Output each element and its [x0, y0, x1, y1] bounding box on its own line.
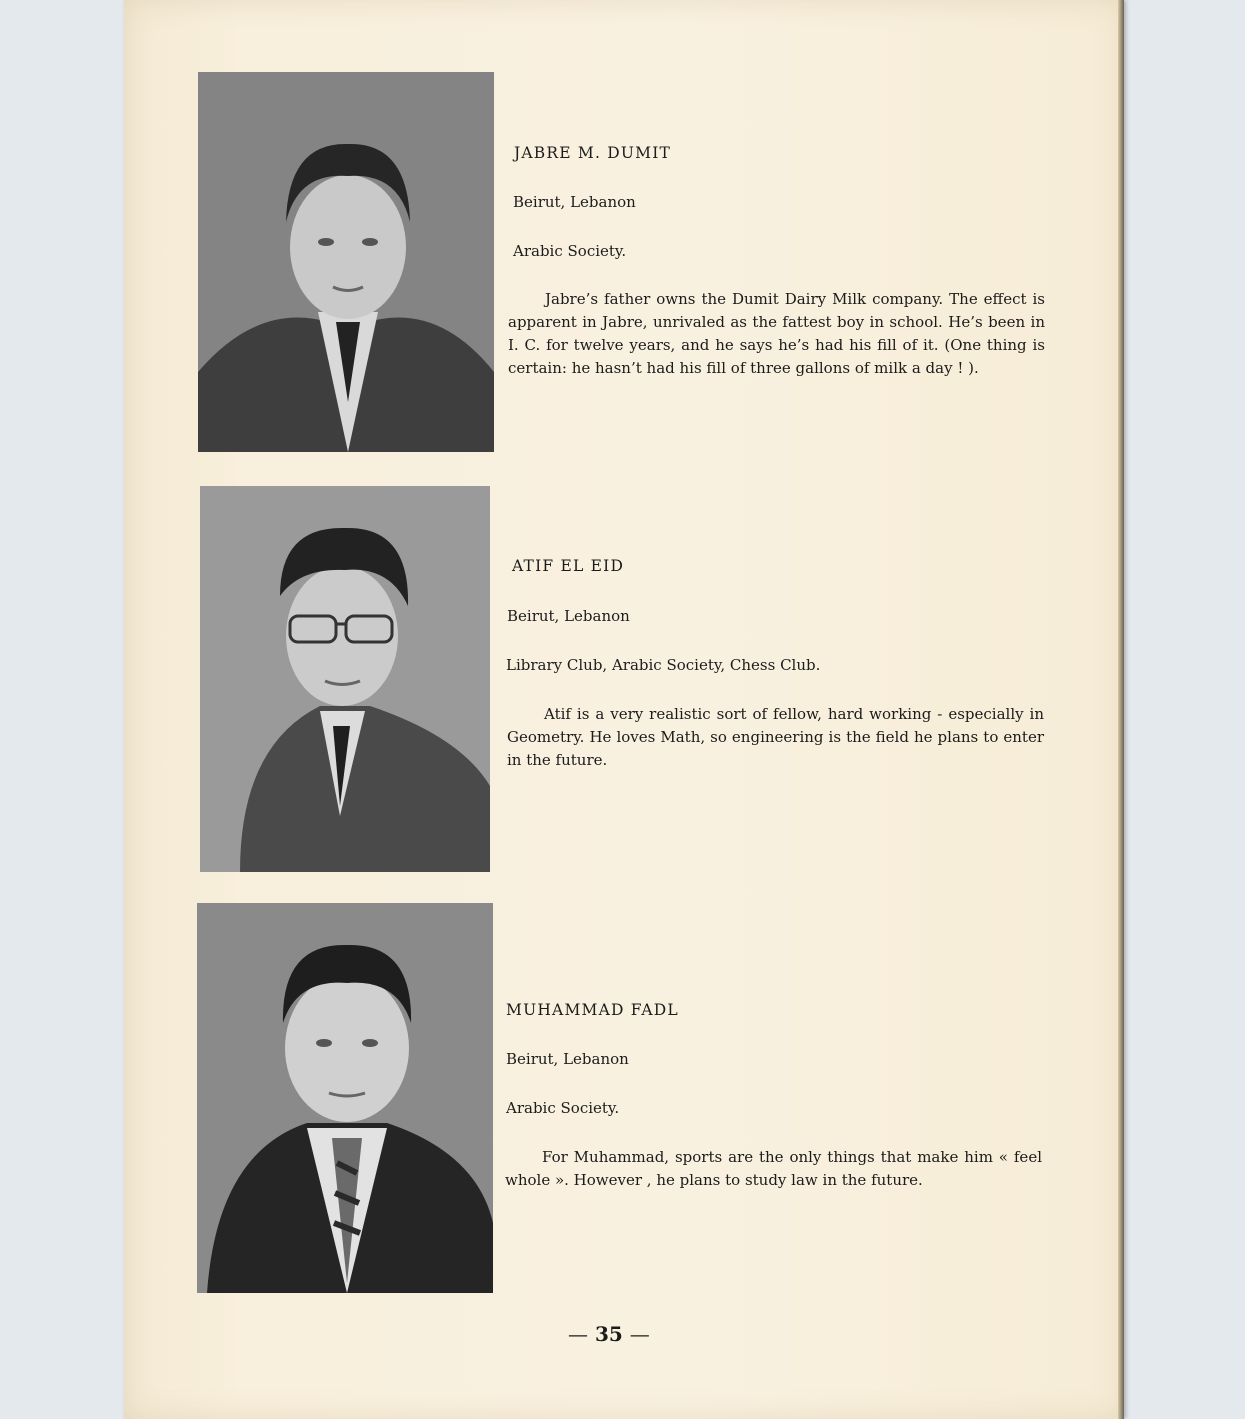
page-number-value: 35 — [594, 1322, 623, 1346]
page-number-dash-right: — — [629, 1322, 650, 1346]
portrait-photo-jabre — [198, 72, 494, 452]
student-location: Beirut, Lebanon — [506, 1050, 629, 1068]
page-number — [568, 1322, 650, 1346]
student-bio: For Muhammad, sports are the only things that make him « feel whole ». However , he plans to study law in the future. — [505, 1148, 1042, 1189]
student-name: MUHAMMAD FADL — [506, 1001, 679, 1019]
student-activities: Arabic Society. — [506, 1099, 620, 1117]
student-location: Beirut, Lebanon — [507, 607, 630, 625]
student-name: JABRE M. DUMIT — [514, 144, 672, 162]
portrait-photo-atif — [200, 486, 490, 872]
yearbook-page — [124, 0, 1124, 1419]
student-name: ATIF EL EID — [512, 557, 625, 575]
student-location: Beirut, Lebanon — [513, 193, 636, 211]
page-number-dash-left: — — [568, 1322, 588, 1346]
student-activities: Arabic Society. — [513, 242, 627, 260]
student-bio: Atif is a very realistic sort of fellow, hard working - especially in Geometry. He loves Math, so engineering is the field he plans to enter in the future. — [507, 705, 1044, 769]
student-activities: Library Club, Arabic Society, Chess Club. — [506, 656, 821, 674]
portrait-photo-muhammad — [197, 903, 493, 1293]
student-bio: Jabre’s father owns the Dumit Dairy Milk company. The effect is apparent in Jabre, unrivaled as the fattest boy in school. He’s been in I. C. for twelve years, and he says he’s had his fill of it. (One thing is certain: he hasn’t had his fill of three gallons of milk a day ! ). — [508, 290, 1045, 377]
